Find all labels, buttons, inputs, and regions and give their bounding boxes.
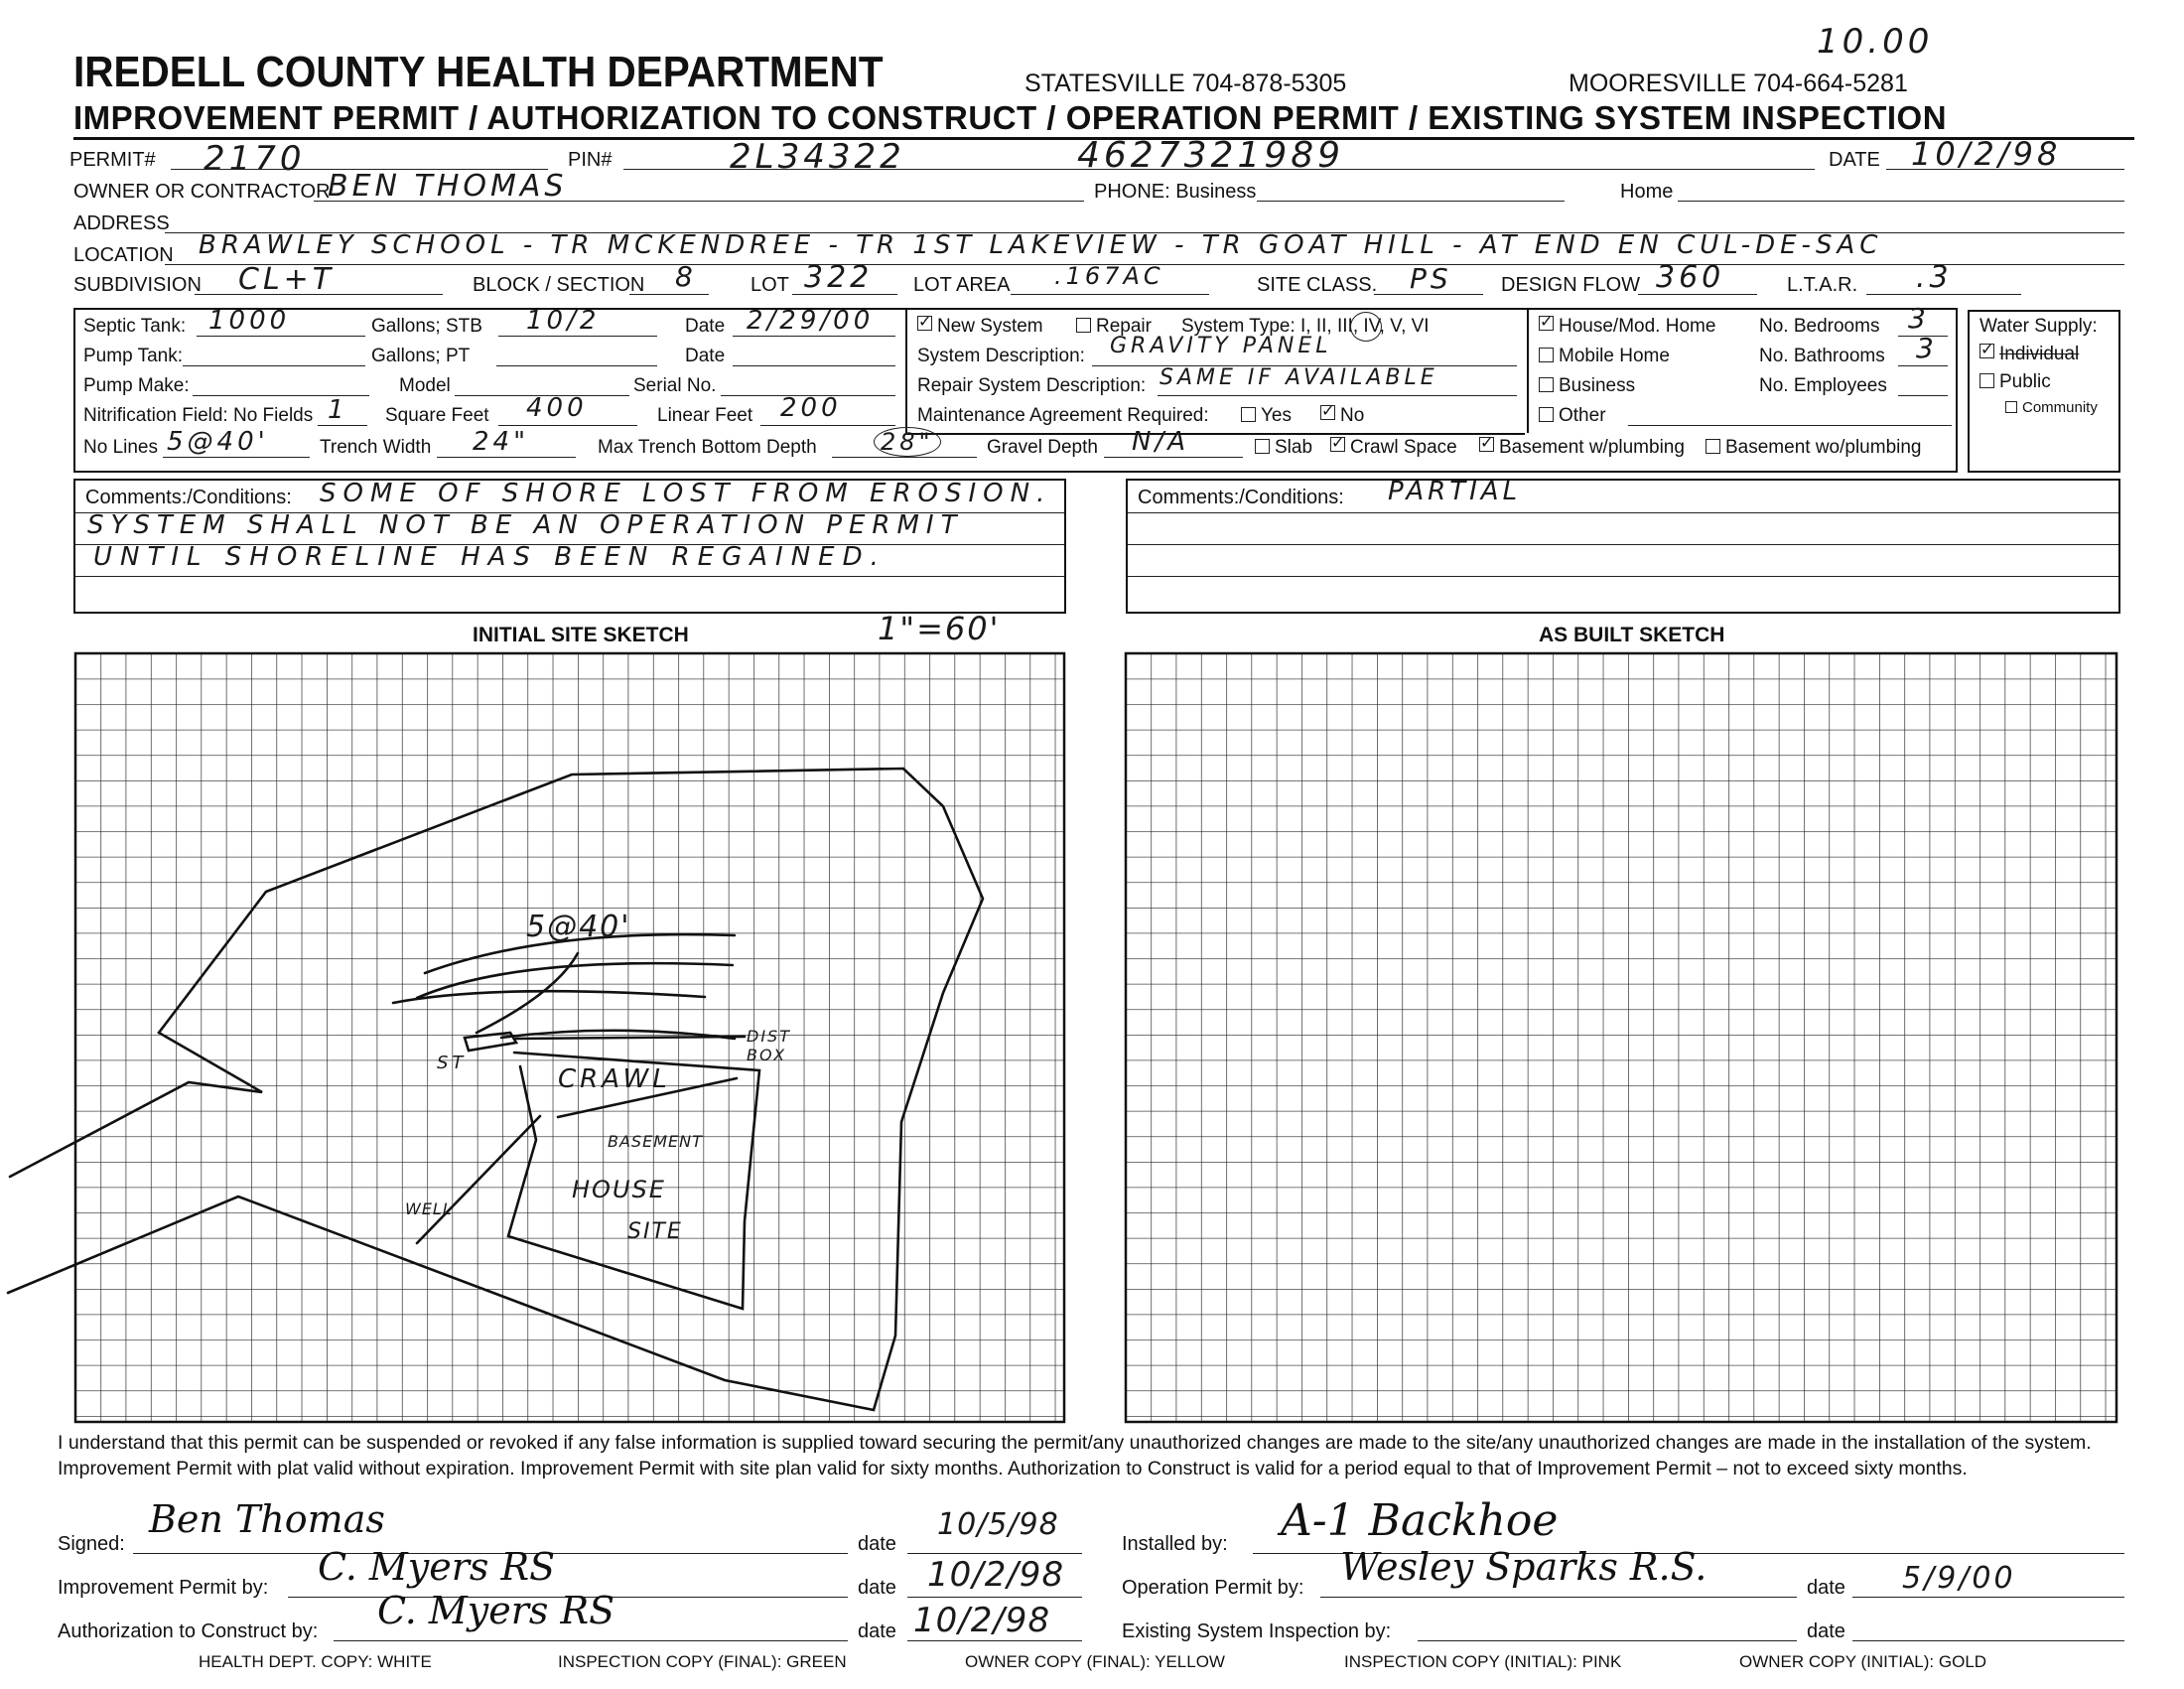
slab-option[interactable]: Slab bbox=[1255, 437, 1312, 459]
block-label: BLOCK / SECTION bbox=[473, 274, 645, 296]
system-description-label: System Description: bbox=[917, 346, 1085, 366]
design-flow-value[interactable]: 360 bbox=[1656, 260, 1725, 295]
sketch-label-basement: BASEMENT bbox=[608, 1132, 703, 1151]
house-option[interactable]: ✓House/Mod. Home bbox=[1539, 316, 1715, 338]
existing-label: Existing System Inspection by: bbox=[1122, 1620, 1392, 1642]
comments-left-line2[interactable]: SYSTEM SHALL NOT BE AN OPERATION PERMIT bbox=[87, 510, 964, 540]
improvement-date[interactable]: 10/2/98 bbox=[927, 1555, 1065, 1595]
pin-value[interactable]: 2L34322 bbox=[730, 137, 905, 177]
maintenance-no[interactable]: ✓ No bbox=[1320, 405, 1364, 427]
copy-inspection-initial: INSPECTION COPY (INITIAL): PINK bbox=[1344, 1652, 1622, 1671]
other-option[interactable]: Other bbox=[1539, 405, 1606, 427]
basement-plumbing-option[interactable]: ✓ Basement w/plumbing bbox=[1479, 437, 1685, 459]
home-label: Home bbox=[1620, 181, 1674, 203]
installed-label: Installed by: bbox=[1122, 1533, 1228, 1555]
bathrooms-value[interactable]: 3 bbox=[1916, 332, 1938, 364]
bedrooms-value[interactable]: 3 bbox=[1908, 302, 1930, 335]
installed-value[interactable]: A-1 Backhoe bbox=[1281, 1495, 1559, 1546]
subdivision-label: SUBDIVISION bbox=[73, 274, 202, 296]
water-supply-label: Water Supply: bbox=[1979, 316, 2098, 337]
comments-left-label: Comments:/Conditions: bbox=[85, 487, 292, 508]
sketch-scale: 1"=60' bbox=[878, 610, 1001, 647]
as-built-sketch-grid[interactable] bbox=[1126, 653, 2116, 1422]
trench-width-label: Trench Width bbox=[320, 437, 432, 458]
pump-make-label: Pump Make: bbox=[83, 375, 190, 396]
authorization-date-label: date bbox=[858, 1620, 896, 1642]
no-lines-label: No Lines bbox=[83, 437, 158, 458]
employees-label: No. Employees bbox=[1759, 375, 1887, 396]
crawl-space-option[interactable]: ✓ Crawl Space bbox=[1330, 437, 1457, 459]
authorization-date[interactable]: 10/2/98 bbox=[913, 1601, 1051, 1640]
sketch-label-dist-box: DIST BOX bbox=[747, 1027, 791, 1064]
repair-description-label: Repair System Description: bbox=[917, 375, 1147, 396]
sketch-label-st: ST bbox=[437, 1053, 468, 1073]
form-subtitle: IMPROVEMENT PERMIT / AUTHORIZATION TO CONSTRUCT / OPERATION PERMIT / EXISTING SYSTEM INSPECTION bbox=[73, 99, 1948, 136]
sketch-label-well: WELL bbox=[405, 1199, 453, 1218]
block-value[interactable]: 8 bbox=[675, 260, 697, 293]
public-option[interactable]: Public bbox=[1979, 371, 2051, 393]
date-value[interactable]: 10/2/98 bbox=[1911, 135, 2062, 173]
copy-health: HEALTH DEPT. COPY: WHITE bbox=[199, 1652, 432, 1671]
ltar-value[interactable]: .3 bbox=[1916, 260, 1953, 295]
gallons-stb-label: Gallons; STB bbox=[371, 316, 482, 337]
bathrooms-label: No. Bathrooms bbox=[1759, 346, 1885, 366]
system-type-label: System Type: I, II, III, IV, V, VI bbox=[1181, 316, 1430, 337]
authorization-signature[interactable]: C. Myers RS bbox=[377, 1589, 615, 1632]
signed-date[interactable]: 10/5/98 bbox=[937, 1507, 1059, 1542]
copy-inspection-final: INSPECTION COPY (FINAL): GREEN bbox=[558, 1652, 847, 1671]
gravel-depth-label: Gravel Depth bbox=[987, 437, 1098, 458]
operation-label: Operation Permit by: bbox=[1122, 1577, 1304, 1599]
bedrooms-label: No. Bedrooms bbox=[1759, 316, 1880, 337]
septic-tank-value[interactable]: 1000 bbox=[208, 306, 291, 336]
max-trench-label: Max Trench Bottom Depth bbox=[598, 437, 817, 458]
corner-note: 10.00 bbox=[1817, 22, 1934, 62]
stb-value[interactable]: 10/2 bbox=[526, 306, 601, 336]
subdivision-value[interactable]: CL+T bbox=[238, 262, 336, 297]
model-label: Model bbox=[399, 375, 451, 396]
copy-owner-initial: OWNER COPY (INITIAL): GOLD bbox=[1739, 1652, 1987, 1671]
sketch-label-crawl: CRAWL bbox=[558, 1064, 671, 1094]
initial-sketch-title: INITIAL SITE SKETCH bbox=[473, 624, 689, 646]
comments-left-line1[interactable]: SOME OF SHORE LOST FROM EROSION. bbox=[320, 479, 1052, 508]
address-label: ADDRESS bbox=[73, 212, 170, 234]
individual-option[interactable]: ✓Individual bbox=[1979, 344, 2079, 365]
business-option[interactable]: Business bbox=[1539, 375, 1635, 397]
operation-date-label: date bbox=[1807, 1577, 1845, 1599]
owner-value[interactable]: BEN THOMAS bbox=[328, 169, 568, 204]
as-built-sketch-title: AS BUILT SKETCH bbox=[1539, 624, 1725, 646]
maintenance-yes[interactable]: Yes bbox=[1241, 405, 1292, 427]
existing-date-label: date bbox=[1807, 1620, 1845, 1642]
system-description-value[interactable]: GRAVITY PANEL bbox=[1110, 334, 1332, 358]
gravel-depth-value[interactable]: N/A bbox=[1132, 427, 1189, 457]
sketch-label-lines: 5@40' bbox=[526, 910, 631, 944]
comments-right-label: Comments:/Conditions: bbox=[1138, 487, 1344, 508]
community-option[interactable]: Community bbox=[2005, 399, 2098, 416]
pin-value-2[interactable]: 4627321989 bbox=[1077, 135, 1345, 176]
improvement-signature[interactable]: C. Myers RS bbox=[318, 1545, 556, 1589]
linear-feet-label: Linear Feet bbox=[657, 405, 753, 426]
septic-date-value[interactable]: 2/29/00 bbox=[747, 306, 875, 336]
basement-no-plumbing-option[interactable]: Basement wo/plumbing bbox=[1706, 437, 1922, 459]
improvement-label: Improvement Permit by: bbox=[58, 1577, 269, 1599]
lot-area-value[interactable]: .167AC bbox=[1054, 262, 1164, 290]
no-lines-value[interactable]: 5@40' bbox=[167, 427, 269, 457]
statesville-phone: STATESVILLE 704-878-5305 bbox=[1024, 70, 1347, 97]
site-class-value[interactable]: PS bbox=[1410, 262, 1452, 295]
serial-label: Serial No. bbox=[633, 375, 717, 396]
linear-feet-value[interactable]: 200 bbox=[780, 393, 842, 423]
permit-value[interactable]: 2170 bbox=[204, 139, 306, 179]
location-value[interactable]: BRAWLEY SCHOOL - TR MCKENDREE - TR 1ST LAKEVIEW - TR GOAT HILL - AT END EN CUL-DE-SAC bbox=[199, 230, 1883, 260]
lot-area-label: LOT AREA bbox=[913, 274, 1011, 296]
mooresville-phone: MOORESVILLE 704-664-5281 bbox=[1569, 70, 1908, 97]
design-flow-label: DESIGN FLOW bbox=[1501, 274, 1641, 296]
comments-right-value[interactable]: PARTIAL bbox=[1388, 477, 1522, 506]
trench-width-value[interactable]: 24" bbox=[473, 427, 530, 457]
square-feet-value[interactable]: 400 bbox=[526, 393, 588, 423]
operation-date[interactable]: 5/9/00 bbox=[1902, 1561, 2016, 1596]
phone-business-label: PHONE: Business bbox=[1094, 181, 1257, 203]
nitrification-label: Nitrification Field: No Fields bbox=[83, 405, 314, 426]
pump-tank-label: Pump Tank: bbox=[83, 346, 183, 366]
max-trench-value[interactable]: 28" bbox=[874, 427, 941, 457]
owner-label: OWNER OR CONTRACTOR bbox=[73, 181, 331, 203]
department-title: IREDELL COUNTY HEALTH DEPARTMENT bbox=[73, 48, 884, 96]
pin-label: PIN# bbox=[568, 149, 613, 171]
pump-date-label: Date bbox=[685, 346, 726, 366]
repair-option[interactable]: Repair bbox=[1076, 316, 1152, 338]
sketch-label-house: HOUSE bbox=[572, 1176, 666, 1203]
comments-left-line3[interactable]: UNTIL SHORELINE HAS BEEN REGAINED. bbox=[93, 542, 887, 572]
disclaimer-text: I understand that this permit can be suspended or revoked if any false information is supplied toward securing the permit/any unauthorized changes are made to the site/any unauthorized changes are made in the installation of the system. Improvement Permit with plat valid without expiration. Improvement Permit with site plan valid for sixty months. Authorization to Construct is valid for a period equal to that of Improvement Permit – not to exceed sixty months. bbox=[58, 1432, 2092, 1479]
owner-signature[interactable]: Ben Thomas bbox=[149, 1497, 385, 1541]
operation-signature[interactable]: Wesley Sparks R.S. bbox=[1340, 1545, 1707, 1589]
permit-label: PERMIT# bbox=[69, 149, 156, 171]
copy-owner-final: OWNER COPY (FINAL): YELLOW bbox=[965, 1652, 1225, 1671]
septic-date-label: Date bbox=[685, 316, 726, 337]
location-label: LOCATION bbox=[73, 244, 174, 266]
authorization-label: Authorization to Construct by: bbox=[58, 1620, 319, 1642]
septic-tank-label: Septic Tank: bbox=[83, 316, 187, 337]
mobile-home-option[interactable]: Mobile Home bbox=[1539, 346, 1670, 367]
no-fields-value[interactable]: 1 bbox=[328, 395, 348, 425]
gallons-pt-label: Gallons; PT bbox=[371, 346, 471, 366]
repair-description-value[interactable]: SAME IF AVAILABLE bbox=[1160, 365, 1438, 390]
improvement-date-label: date bbox=[858, 1577, 896, 1599]
maintenance-label: Maintenance Agreement Required: bbox=[917, 405, 1209, 426]
ltar-label: L.T.A.R. bbox=[1787, 274, 1858, 296]
site-class-label: SITE CLASS. bbox=[1257, 274, 1378, 296]
date-label: DATE bbox=[1829, 149, 1880, 171]
square-feet-label: Square Feet bbox=[385, 405, 489, 426]
signed-date-label: date bbox=[858, 1533, 896, 1555]
new-system-option[interactable]: ✓New System bbox=[917, 316, 1043, 338]
lot-value[interactable]: 322 bbox=[804, 260, 874, 295]
signed-label: Signed: bbox=[58, 1533, 125, 1555]
lot-label: LOT bbox=[751, 274, 789, 296]
sketch-label-site: SITE bbox=[627, 1219, 683, 1244]
